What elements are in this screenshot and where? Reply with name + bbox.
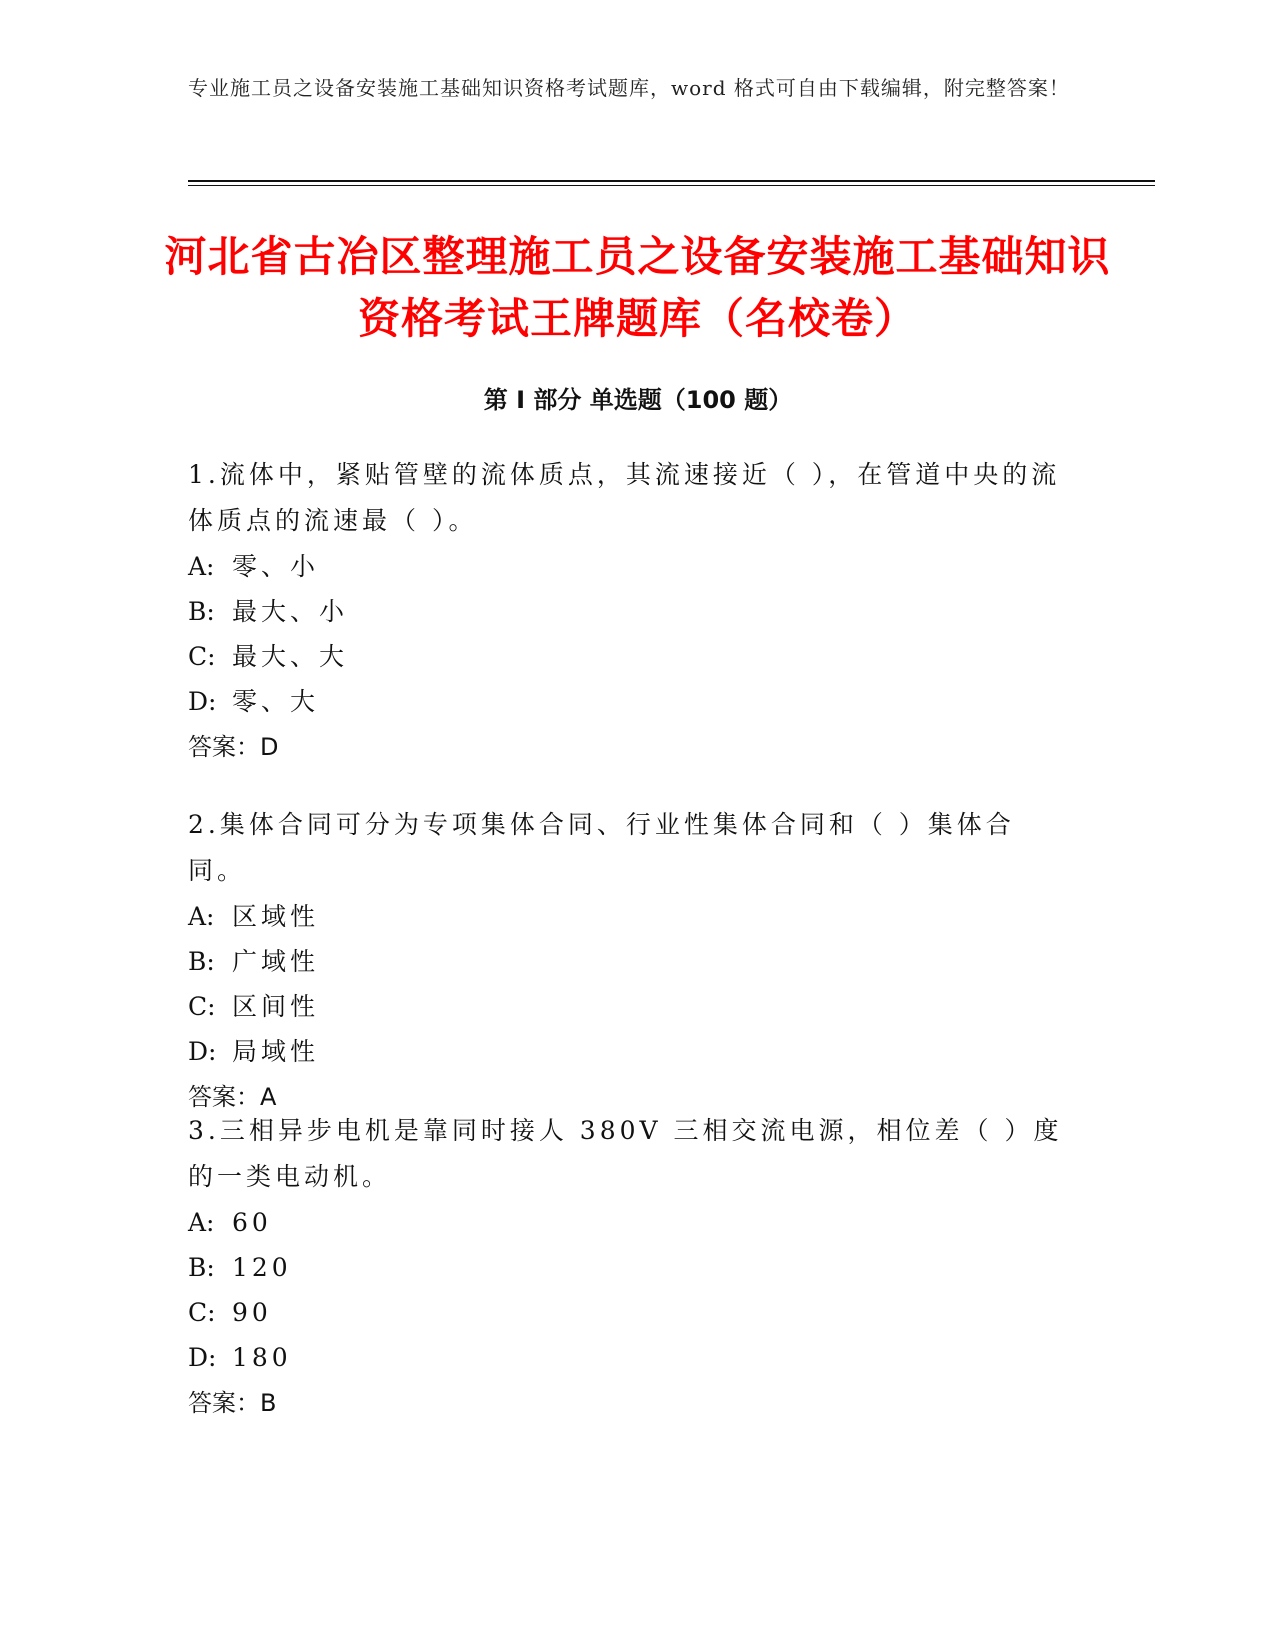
- option-a: [188, 544, 1068, 589]
- option-text: 零、大: [232, 687, 320, 716]
- header-divider-thin: [188, 185, 1155, 186]
- option-text: 90: [232, 1298, 272, 1327]
- option-b: [188, 1245, 1068, 1290]
- option-text: 最大、小: [232, 597, 349, 626]
- option-key: B:: [188, 1253, 215, 1282]
- option-a: [188, 1200, 1068, 1245]
- document-title: 河北省古冶区整理施工员之设备安装施工基础知识资格考试王牌题库（名校卷）: [164, 232, 1111, 343]
- option-key: D:: [188, 1037, 217, 1066]
- question-2: [188, 802, 1068, 1120]
- option-d: [188, 1335, 1068, 1380]
- section-title: 第 I 部分 单选题（100 题）: [483, 386, 793, 414]
- question-3: [188, 1108, 1068, 1426]
- option-text: 零、小: [232, 552, 320, 581]
- option-text: 60: [232, 1208, 272, 1237]
- question-text: 2.集体合同可分为专项集体合同、行业性集体合同和（ ）集体合同。: [188, 810, 1015, 885]
- question-text: 3.三相异步电机是靠同时接人 380V 三相交流电源，相位差（ ）度的一类电动机。: [188, 1116, 1063, 1191]
- option-key: C:: [188, 642, 216, 671]
- option-text: 区间性: [232, 992, 320, 1021]
- option-key: C:: [188, 992, 216, 1021]
- option-text: 最大、大: [232, 642, 349, 671]
- header-note: 专业施工员之设备安装施工基础知识资格考试题库，word 格式可自由下载编辑，附完整答案！: [188, 76, 1070, 100]
- option-key: B:: [188, 597, 215, 626]
- option-key: C:: [188, 1298, 216, 1327]
- option-text: 180: [232, 1343, 292, 1372]
- option-b: [188, 589, 1068, 634]
- question-1: [188, 452, 1068, 770]
- option-key: D:: [188, 687, 217, 716]
- header-divider-thick: [188, 180, 1155, 182]
- option-d: [188, 679, 1068, 724]
- option-c: [188, 634, 1068, 679]
- answer: 答案：D: [188, 733, 279, 761]
- option-text: 广域性: [232, 947, 320, 976]
- option-a: [188, 894, 1068, 939]
- option-b: [188, 939, 1068, 984]
- option-key: B:: [188, 947, 215, 976]
- option-text: 120: [232, 1253, 292, 1282]
- option-key: A:: [188, 1208, 215, 1237]
- question-text: 1.流体中，紧贴管壁的流体质点，其流速接近（ ），在管道中央的流体质点的流速最（ ）。: [188, 460, 1061, 535]
- option-d: [188, 1029, 1068, 1074]
- option-key: A:: [188, 552, 215, 581]
- option-c: [188, 1290, 1068, 1335]
- option-key: A:: [188, 902, 215, 931]
- answer: 答案：B: [188, 1389, 277, 1417]
- option-text: 区域性: [232, 902, 320, 931]
- option-key: D:: [188, 1343, 217, 1372]
- answer: 答案：A: [188, 1083, 277, 1111]
- option-c: [188, 984, 1068, 1029]
- option-text: 局域性: [232, 1037, 320, 1066]
